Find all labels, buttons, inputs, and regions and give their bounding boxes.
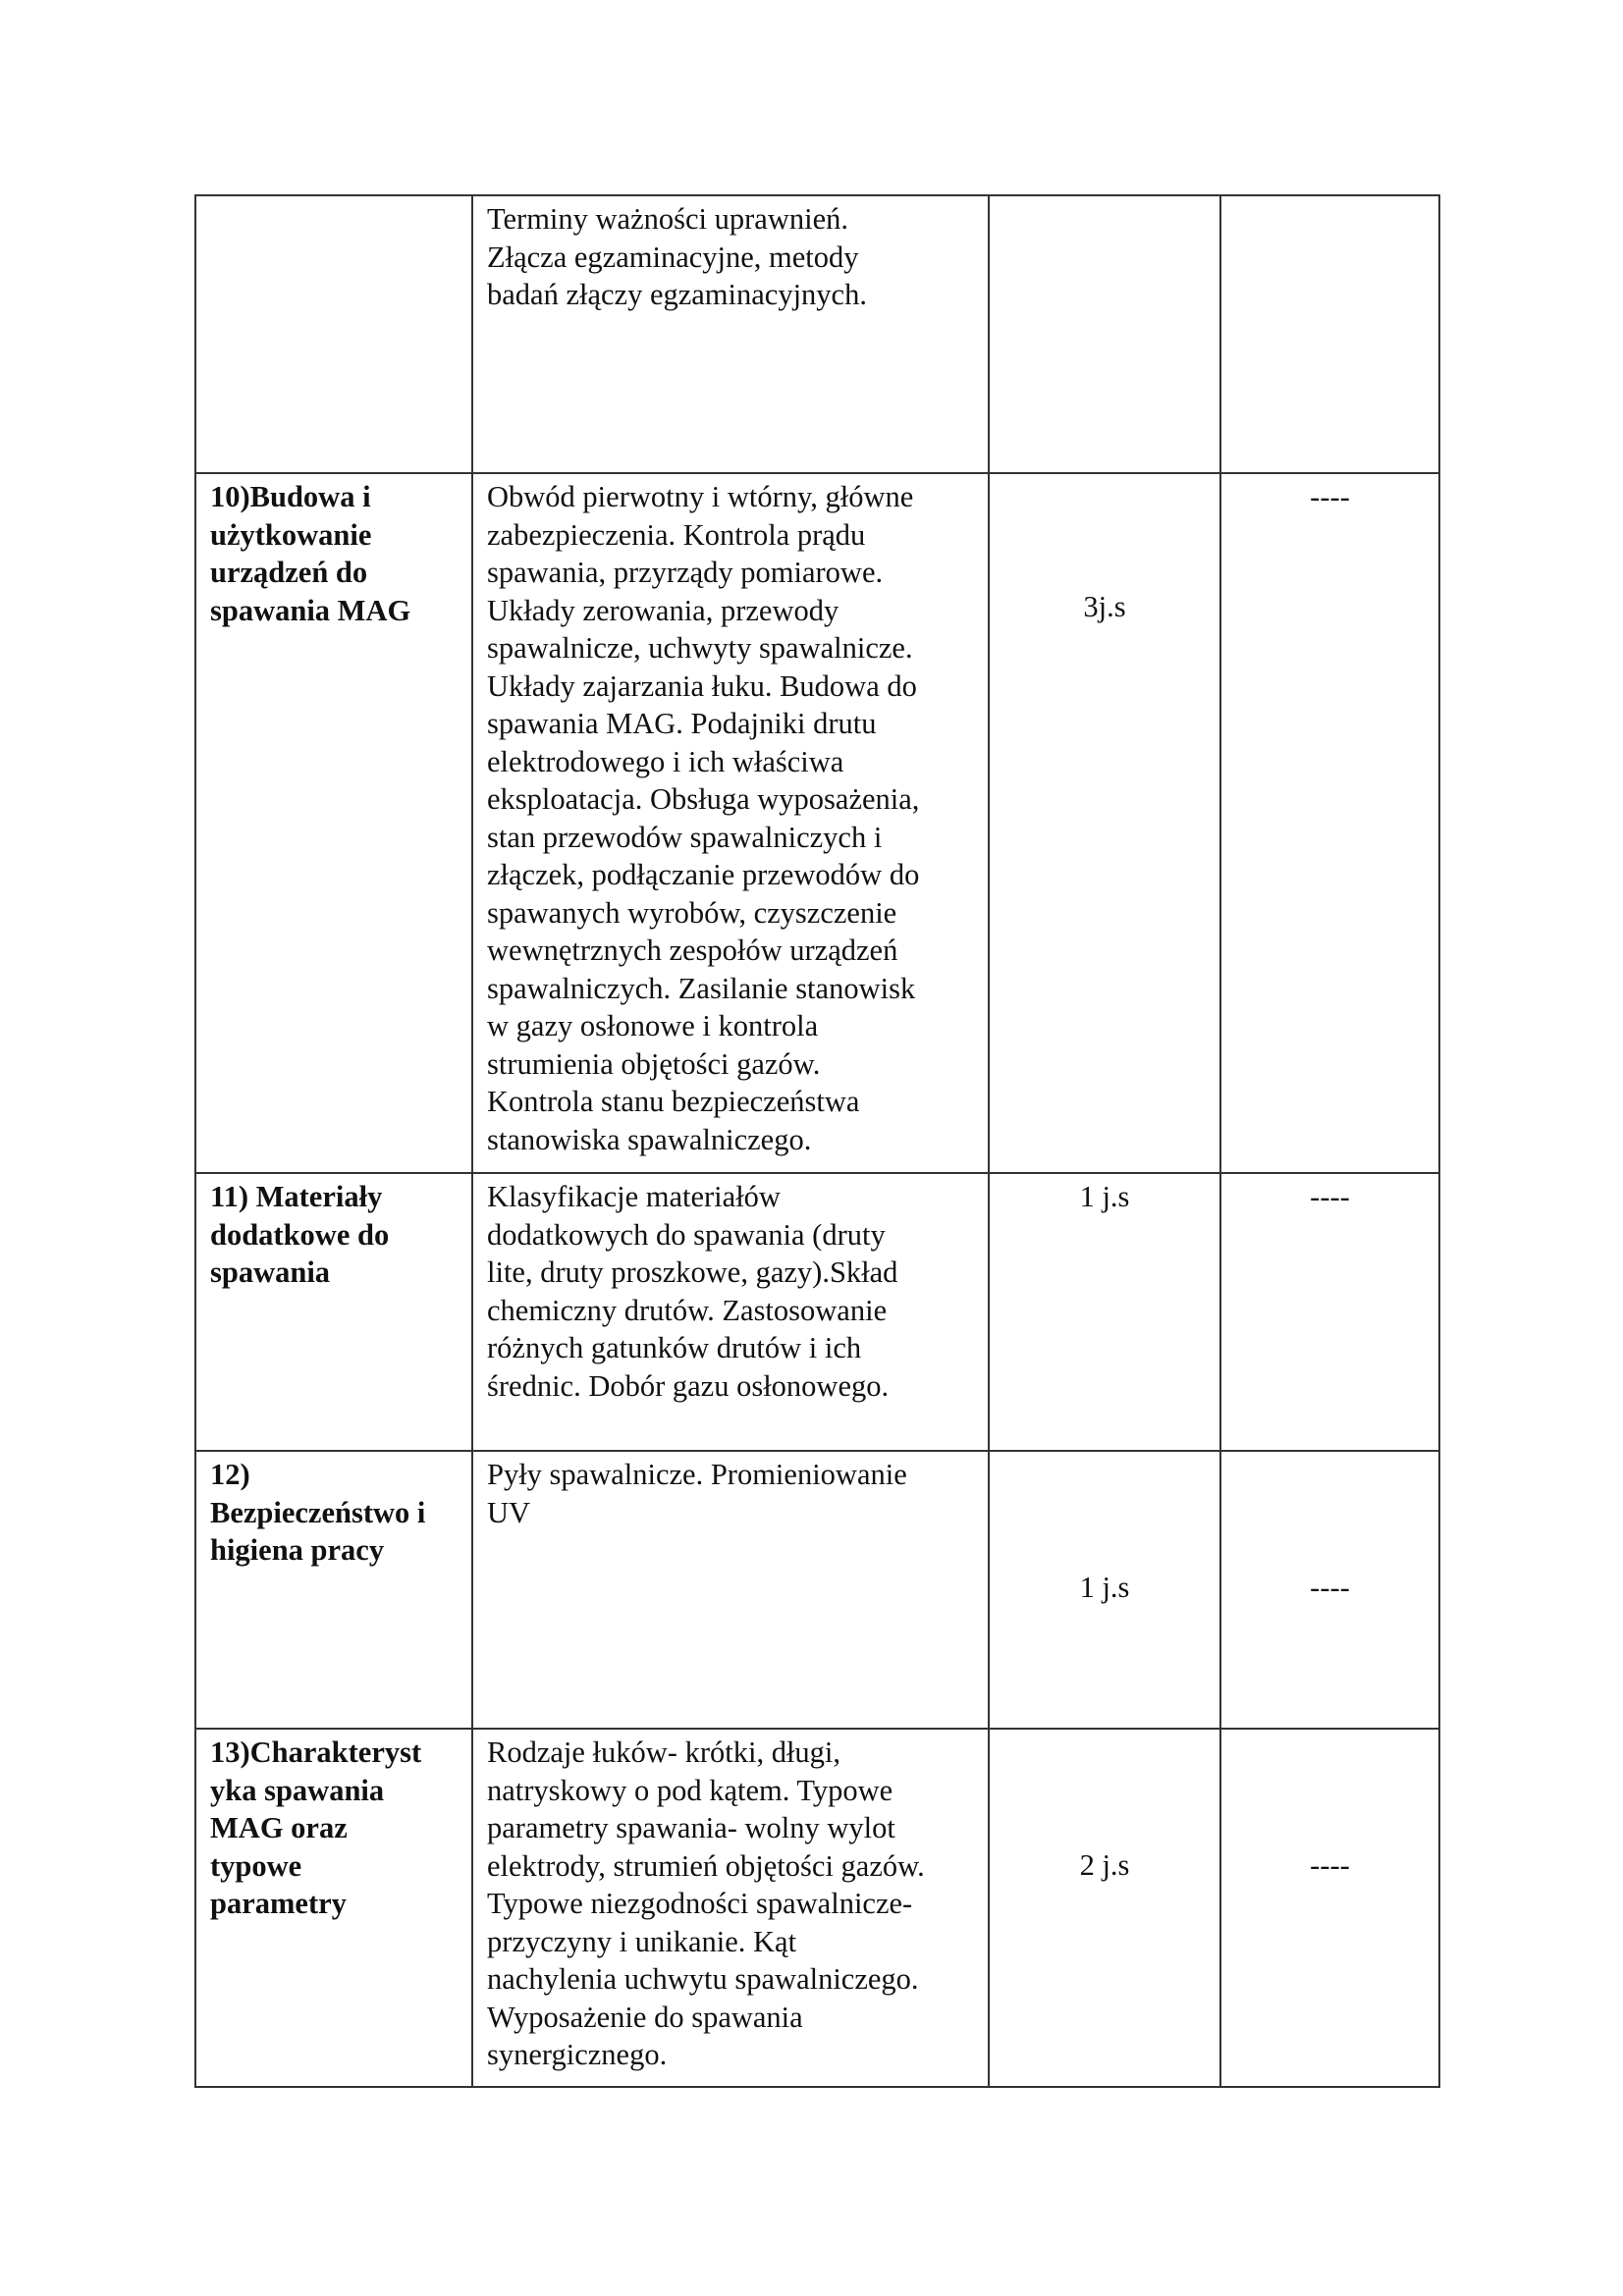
hours-text: 1 j.s bbox=[1079, 1180, 1130, 1213]
topic-text: 13)Charakteryst yka spawania MAG oraz typowe parametry bbox=[210, 1735, 422, 1920]
practice-cell bbox=[1220, 1729, 1439, 2087]
topic-cell bbox=[195, 1173, 472, 1451]
content-text: Obwód pierwotny i wtórny, główne zabezpieczenia. Kontrola prądu spawania, przyrządy pomiarowe. Układy zerowania, przewody spawalnicze, uchwyty spawalnicze. Układy zajarzania łuku. Budowa do spawania MAG. Podajniki drutu elektrodowego i ich właściwa eksploatacja. Obsługa wyposażenia, stan przewodów spawalniczych i złączek, podłączanie przewodów do spawanych wyrobów, czyszczenie wewnętrznych zespołów urządzeń spawalniczych. Zasilanie stanowisk w gazy osłonowe i kontrola strumienia objętości gazów. Kontrola stanu bezpieczeństwa stanowiska spawalniczego. bbox=[487, 480, 920, 1156]
practice-text: ---- bbox=[1310, 480, 1350, 513]
topic-cell bbox=[195, 195, 472, 473]
topic-text: 11) Materiały dodatkowe do spawania bbox=[210, 1180, 390, 1289]
topic-cell bbox=[195, 1729, 472, 2087]
table-row bbox=[195, 195, 1439, 473]
table-row bbox=[195, 1729, 1439, 2087]
hours-cell bbox=[989, 473, 1220, 1173]
hours-text: 3j.s bbox=[1083, 590, 1126, 623]
content-cell bbox=[472, 1729, 989, 2087]
practice-cell bbox=[1220, 1173, 1439, 1451]
hours-text: 1 j.s bbox=[1079, 1571, 1130, 1604]
hours-cell bbox=[989, 1451, 1220, 1729]
hours-cell bbox=[989, 1729, 1220, 2087]
training-plan-table bbox=[194, 194, 1440, 2088]
topic-text: 12) Bezpieczeństwo i higiena pracy bbox=[210, 1458, 426, 1567]
practice-cell bbox=[1220, 1451, 1439, 1729]
hours-cell bbox=[989, 195, 1220, 473]
hours-text: 2 j.s bbox=[1079, 1848, 1130, 1882]
practice-text: ---- bbox=[1310, 1571, 1350, 1604]
hours-cell bbox=[989, 1173, 1220, 1451]
content-text: Pyły spawalnicze. Promieniowanie UV bbox=[487, 1458, 907, 1529]
content-text: Klasyfikacje materiałów dodatkowych do spawania (druty lite, druty proszkowe, gazy).Skład chemiczny drutów. Zastosowanie różnych gatunków drutów i ich średnic. Dobór gazu osłonowego. bbox=[487, 1180, 898, 1403]
practice-text: ---- bbox=[1310, 1180, 1350, 1213]
practice-cell bbox=[1220, 473, 1439, 1173]
table-row bbox=[195, 473, 1439, 1173]
table-row bbox=[195, 1451, 1439, 1729]
content-text: Rodzaje łuków- krótki, długi, natryskowy o pod kątem. Typowe parametry spawania- wolny wylot elektrody, strumień objętości gazów. Typowe niezgodności spawalnicze- przyczyny i unikanie. Kąt nachylenia uchwytu spawalniczego. Wyposażenie do spawania synergicznego. bbox=[487, 1735, 925, 2071]
table-row bbox=[195, 1173, 1439, 1451]
content-cell bbox=[472, 473, 989, 1173]
content-text: Terminy ważności uprawnień. Złącza egzaminacyjne, metody badań złączy egzaminacyjnych. bbox=[487, 202, 867, 311]
content-cell bbox=[472, 1173, 989, 1451]
content-cell bbox=[472, 1451, 989, 1729]
content-cell bbox=[472, 195, 989, 473]
practice-cell bbox=[1220, 195, 1439, 473]
practice-text: ---- bbox=[1310, 1848, 1350, 1882]
topic-cell bbox=[195, 1451, 472, 1729]
topic-cell bbox=[195, 473, 472, 1173]
topic-text: 10)Budowa i użytkowanie urządzeń do spawania MAG bbox=[210, 480, 411, 627]
